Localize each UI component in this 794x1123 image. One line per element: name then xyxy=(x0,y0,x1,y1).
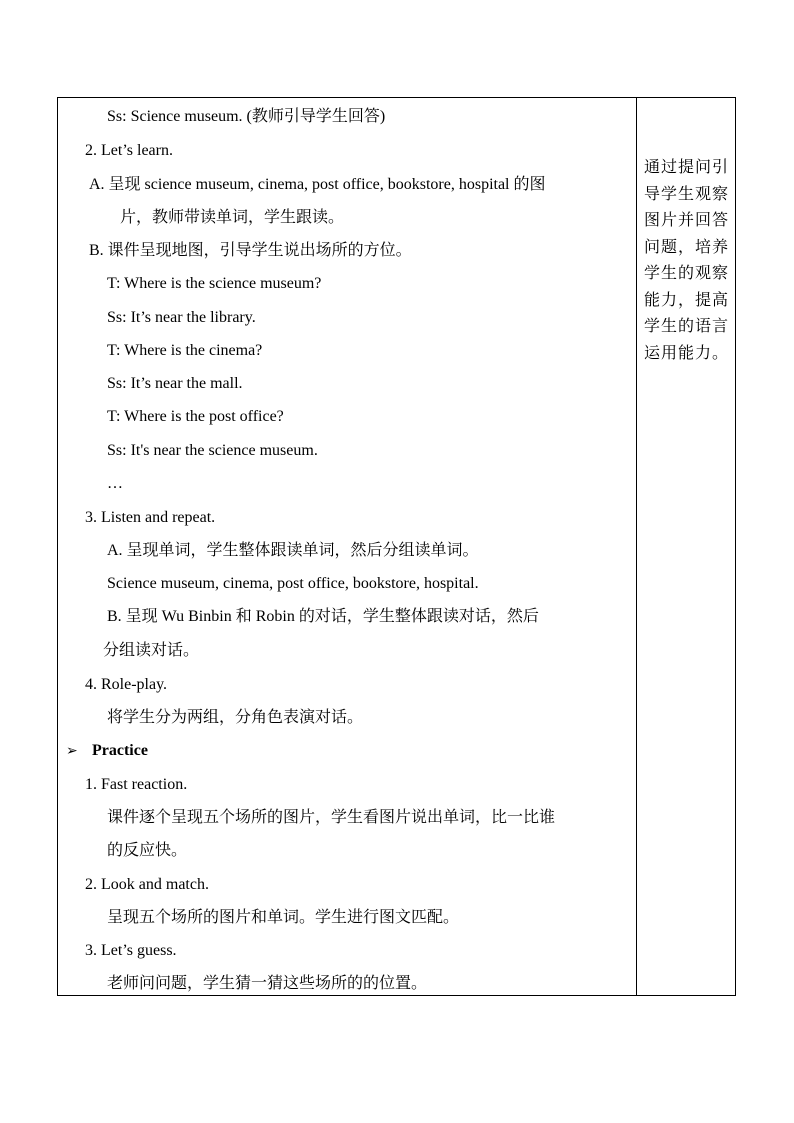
dialogue-line: T: Where is the cinema? xyxy=(107,342,263,359)
section-heading: 3. Listen and repeat. xyxy=(85,509,216,526)
text-line: 将学生分为两组，分角色表演对话。 xyxy=(107,709,364,726)
design-intent-column xyxy=(644,155,732,367)
text-line: 老师问问题，学生猜一猜这些场所的的位置。 xyxy=(107,975,428,992)
side-line: 问题，培养 xyxy=(644,238,730,256)
text-line: Science museum, cinema, post office, bookstore, hospital. xyxy=(107,575,479,592)
ellipsis: … xyxy=(107,475,123,492)
section-heading: 3. Let’s guess. xyxy=(85,942,177,959)
dialogue-line: Ss: It’s near the mall. xyxy=(107,375,243,392)
practice-heading: Practice xyxy=(92,742,148,759)
side-line: 导学生观察 xyxy=(644,185,730,203)
dialogue-line: Ss: It's near the science museum. xyxy=(107,442,318,459)
side-line: 通过提问引 xyxy=(644,159,730,176)
side-line: 学生的观察 xyxy=(644,265,730,282)
dialogue-line: Ss: It’s near the library. xyxy=(107,309,256,326)
text-line: Ss: Science museum. (教师引导学生回答) xyxy=(107,108,386,125)
text-line: 的反应快。 xyxy=(107,842,188,859)
text-line: A. 呈现单词，学生整体跟读单词，然后分组读单词。 xyxy=(107,542,479,559)
side-line: 学生的语言 xyxy=(644,318,730,335)
section-heading: 4. Role-play. xyxy=(85,676,168,693)
section-heading: 2. Let’s learn. xyxy=(85,142,173,159)
lesson-table xyxy=(57,97,736,996)
side-line: 图片并回答 xyxy=(644,212,730,229)
dialogue-line: T: Where is the post office? xyxy=(107,408,284,425)
text-line: 呈现五个场所的图片和单词。学生进行图文匹配。 xyxy=(107,909,460,926)
text-line: B. 呈现 Wu Binbin 和 Robin 的对话，学生整体跟读对话，然后 xyxy=(107,608,539,625)
text-line: 分组读对话。 xyxy=(103,642,200,659)
section-heading: 2. Look and match. xyxy=(85,876,209,893)
side-line: 运用能力。 xyxy=(644,344,730,362)
side-line: 能力，提高 xyxy=(644,291,730,309)
text-line: A. 呈现 science museum, cinema, post office, bookstore, hospital 的图 xyxy=(89,176,546,193)
bullet-arrow-icon: ➢ xyxy=(66,743,78,759)
text-line: B. 课件呈现地图，引导学生说出场所的方位。 xyxy=(89,242,412,259)
section-heading: 1. Fast reaction. xyxy=(85,776,188,793)
dialogue-line: T: Where is the science museum? xyxy=(107,275,322,292)
column-divider xyxy=(636,98,637,995)
text-line: 片，教师带读单词，学生跟读。 xyxy=(120,209,345,226)
text-line: 课件逐个呈现五个场所的图片，学生看图片说出单词，比一比谁 xyxy=(107,809,556,826)
